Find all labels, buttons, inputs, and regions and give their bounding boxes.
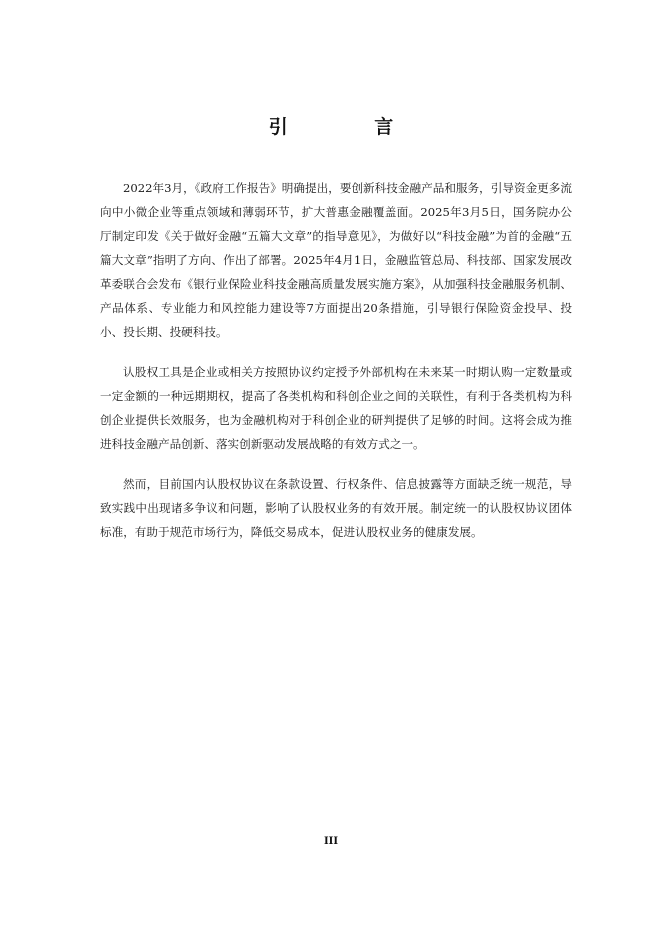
page-title: 引 言 <box>268 116 434 138</box>
body-text <box>100 176 572 560</box>
paragraph-3: 然而，目前国内认股权协议在条款设置、行权条件、信息披露等方面缺乏统一规范，导致实践中出现诸多争议和问题，影响了认股权业务的有效开展。制定统一的认股权协议团体标准，有助于规范市场行为，降低交易成本，促进认股权业务的健康发展。 <box>100 477 572 539</box>
paragraph-2: 认股权工具是企业或相关方按照协议约定授予外部机构在未来某一时期认购一定数量或一定金额的一种远期期权，提高了各类机构和科创企业之间的关联性，有利于各类机构为科创企业提供长效服务，也为金融机构对于科创企业的研判提供了足够的时间。这将会成为推进科技金融产品创新、落实创新驱动发展战略的有效方式之一。 <box>100 365 572 451</box>
page-number: III <box>323 836 339 847</box>
paragraph-1: 2022年3月，《政府工作报告》明确提出，要创新科技金融产品和服务，引导资金更多流向中小微企业等重点领域和薄弱环节，扩大普惠金融覆盖面。2025年3月5日，国务院办公厅制定印发《关于做好金融“五篇大文章”的指导意见》，为做好以“科技金融”为首的金融“五篇大文章”指明了方向、作出了部署。2025年4月1日，金融监管总局、科技部、国家发展改革委联合会发布《银行业保险业科技金融高质量发展实施方案》，从加强科技金融服务机制、产品体系、专业能力和风控能力建设等7方面提出20条措施，引导银行保险资金投早、投小、投长期、投硬科技。 <box>100 181 572 339</box>
